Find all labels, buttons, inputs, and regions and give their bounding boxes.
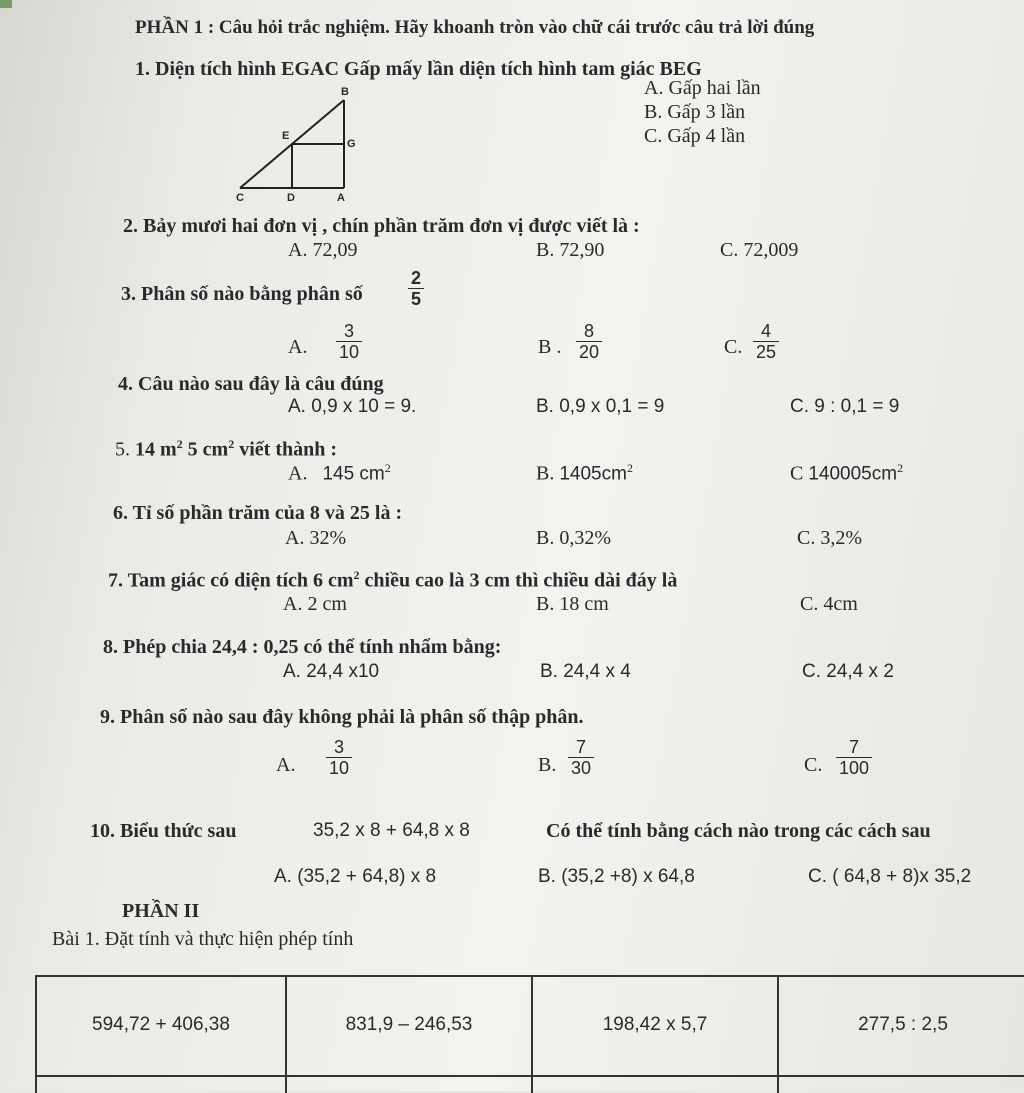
q5-expr-b: 5 cm [182,438,229,461]
q8-option-a: A. 24,4 x10 [283,661,380,682]
q5-b-sup: 2 [626,461,633,475]
q3-target-num: 2 [408,268,424,289]
q3-target-den: 5 [411,289,422,309]
q10-option-c: C. ( 64,8 + 8)x 35,2 [808,866,972,887]
q4-text: 4. Câu nào sau đây là câu đúng [118,373,384,395]
calc-3: 198,42 x 5,7 [602,1014,708,1035]
calc-table [35,975,1024,1093]
q3-b-num: 8 [576,321,602,342]
figure-label-g: G [347,138,356,150]
q1-option-a: A. Gấp hai lần [644,77,761,99]
q1-text: 1. Diện tích hình EGAC Gấp mấy lần diện tích hình tam giác BEG [135,58,702,80]
q8-text: 8. Phép chia 24,4 : 0,25 có thể tính nhẩm bằng: [103,636,502,658]
q1-option-c: C. Gấp 4 lần [644,125,746,147]
part1-header: PHẦN 1 : Câu hỏi trắc nghiệm. Hãy khoanh tròn vào chữ cái trước câu trả lời đúng [135,17,815,38]
q3-letter-a: A. [288,336,308,358]
q3-c-num: 4 [753,321,779,342]
q9-a-den: 10 [329,758,350,778]
q9-c-den: 100 [839,758,870,778]
q2-option-b: B. 72,90 [536,239,605,261]
q3-b-den: 20 [579,342,600,362]
part2-header: PHẦN II [122,900,200,922]
q5-expr-a: 14 m [135,438,177,461]
q9-option-b [568,737,594,778]
q3-target-fraction [408,268,424,309]
q7-text [108,568,677,593]
bai1-title: Bài 1. Đặt tính và thực hiện phép tính [52,928,354,950]
q3-c-den: 25 [756,342,777,362]
figure-label-a: A [337,192,345,204]
q5-c-sup: 2 [897,461,904,475]
q6-text: 6. Tỉ số phần trăm của 8 và 25 là : [113,502,403,524]
q9-letter-a: A. [276,754,296,776]
q7-option-c: C. 4cm [800,593,858,615]
q9-text: 9. Phân số nào sau đây không phải là phân số thập phân. [100,706,584,728]
corner-tab [0,0,12,8]
q10-option-b: B. (35,2 +8) x 64,8 [538,866,695,887]
q5-text [115,437,337,462]
figure-label-d: D [287,192,295,204]
q2-option-c: C. 72,009 [720,239,799,261]
q8-option-b: B. 24,4 x 4 [540,661,631,682]
q3-letter-b: B . [538,336,562,358]
q9-b-num: 7 [568,737,594,758]
q10-option-a: A. (35,2 + 64,8) x 8 [274,866,437,887]
calc-4: 277,5 : 2,5 [858,1014,948,1035]
q3-letter-c: C. [724,336,743,358]
q4-option-a: A. 0,9 x 10 = 9. [288,396,417,417]
q5-a-value: 145 cm [322,463,385,485]
q3-a-num: 3 [336,321,362,342]
q9-letter-c: C. [804,754,823,776]
q5-sup1: 2 [176,437,183,451]
figure-label-c: C [236,192,244,204]
q9-a-num: 3 [326,737,352,758]
q4-option-c: C. 9 : 0,1 = 9 [790,396,900,417]
q9-b-den: 30 [571,758,592,778]
q5-b-value: 1405cm [559,463,627,485]
q3-option-b [576,321,602,362]
q9-option-a [326,737,352,778]
q3-option-c [753,321,779,362]
q10-expr: 35,2 x 8 + 64,8 x 8 [313,820,470,841]
q1-option-b: B. Gấp 3 lần [644,101,746,123]
q8-option-c: C. 24,4 x 2 [802,661,894,682]
q5-b-letter: B. [536,462,555,485]
q2-text: 2. Bảy mươi hai đơn vị , chín phần trăm đơn vị được viết là : [123,215,640,237]
q9-c-num: 7 [836,737,872,758]
q6-option-b: B. 0,32% [536,527,611,549]
figure-label-e: E [282,130,290,142]
q5-option-c [790,461,903,486]
q7-option-b: B. 18 cm [536,593,609,615]
q3-a-den: 10 [339,342,360,362]
q4-option-b: B. 0,9 x 0,1 = 9 [536,396,665,417]
figure-label-b: B [341,86,349,98]
q7-text-a: 7. Tam giác có diện tích 6 cm [108,569,354,592]
q10-label: 10. Biểu thức sau [90,820,237,842]
q2-option-a: A. 72,09 [288,239,358,261]
q10-tail: Có thể tính bằng cách nào trong các cách sau [546,820,931,842]
calc-2: 831,9 – 246,53 [345,1014,473,1035]
q5-c-letter: C [790,462,804,485]
q5-option-b [536,461,633,486]
q6-option-c: C. 3,2% [797,527,862,549]
q3-option-a [336,321,362,362]
calc-1: 594,72 + 406,38 [92,1014,230,1035]
q5-option-a [288,461,391,486]
q6-option-a: A. 32% [285,527,347,549]
q5-number: 5. [115,438,130,461]
q9-option-c [836,737,872,778]
q7-sup: 2 [353,568,360,582]
q5-sup2: 2 [228,437,235,451]
q5-a-sup: 2 [384,461,391,475]
q5-suffix: viết thành : [234,438,338,461]
table-row-divider [37,1075,1024,1077]
q7-text-b: chiều cao là 3 cm thì chiều dài đáy là [359,569,678,592]
q7-option-a: A. 2 cm [283,593,347,615]
q3-text: 3. Phân số nào bằng phân số [121,283,363,305]
q9-letter-b: B. [538,754,557,776]
q5-c-value: 140005cm [808,463,898,485]
q5-a-letter: A. [288,462,308,485]
